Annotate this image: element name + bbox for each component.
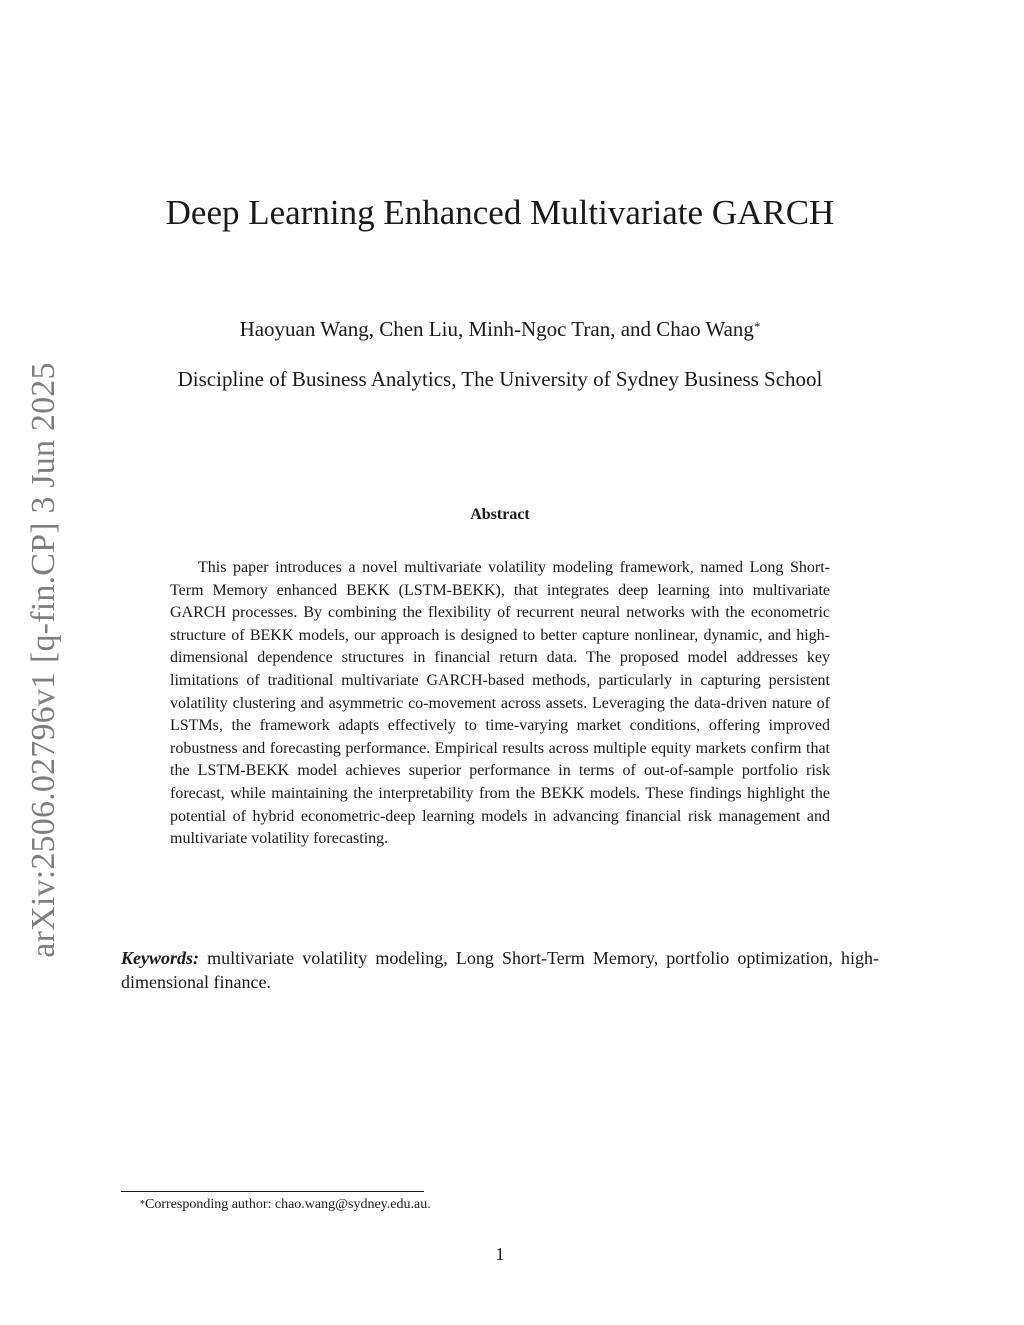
keywords-text: multivariate volatility modeling, Long Short-Term Memory, portfolio optimization, high-dimensional finance. [121, 948, 880, 992]
abstract-body: This paper introduces a novel multivariate volatility modeling framework, named Long Short-Term Memory enhanced BEKK (LSTM-BEKK), that integrates deep learning into multivariate GARCH processes. By combining the flexibility of recurrent neural networks with the econometric structure of BEKK models, our approach is designed to better capture nonlinear, dynamic, and high-dimensional dependence structures in financial return data. The proposed model addresses key limitations of traditional multivariate GARCH-based methods, particularly in capturing persistent volatility clustering and asymmetric co-movement across assets. Leveraging the data-driven nature of LSTMs, the framework adapts effectively to time-varying market conditions, offering improved robustness and forecasting performance. Empirical results across multiple equity markets confirm that the LSTM-BEKK model achieves superior performance in terms of out-of-sample portfolio risk forecast, while maintaining the interpretability from the BEKK models. These findings highlight the potential of hybrid econometric-deep learning models in advancing financial risk management and multivariate volatility forecasting. [170, 559, 830, 848]
keywords-paragraph [121, 946, 879, 994]
author-list [120, 315, 880, 343]
paper-title: Deep Learning Enhanced Multivariate GARCH [165, 193, 835, 232]
arxiv-identifier-stamp: arXiv:2506.02796v1 [q-fin.CP] 3 Jun 2025 [25, 362, 62, 958]
abstract-heading: Abstract [470, 506, 530, 523]
keywords-label: Keywords: [121, 948, 199, 968]
footnote-text: Corresponding author: chao.wang@sydney.edu.au. [145, 1197, 431, 1212]
footnote-mark: * [140, 1199, 145, 1210]
footnote-divider [121, 1191, 424, 1192]
page-number: 1 [495, 1244, 505, 1264]
corresponding-author-footnote [140, 1196, 740, 1214]
author-affiliation: Discipline of Business Analytics, The University of Sydney Business School [177, 367, 823, 391]
author-names: Haoyuan Wang, Chen Liu, Minh-Ngoc Tran, and Chao Wang [239, 317, 754, 341]
author-footnote-mark: * [753, 319, 761, 334]
